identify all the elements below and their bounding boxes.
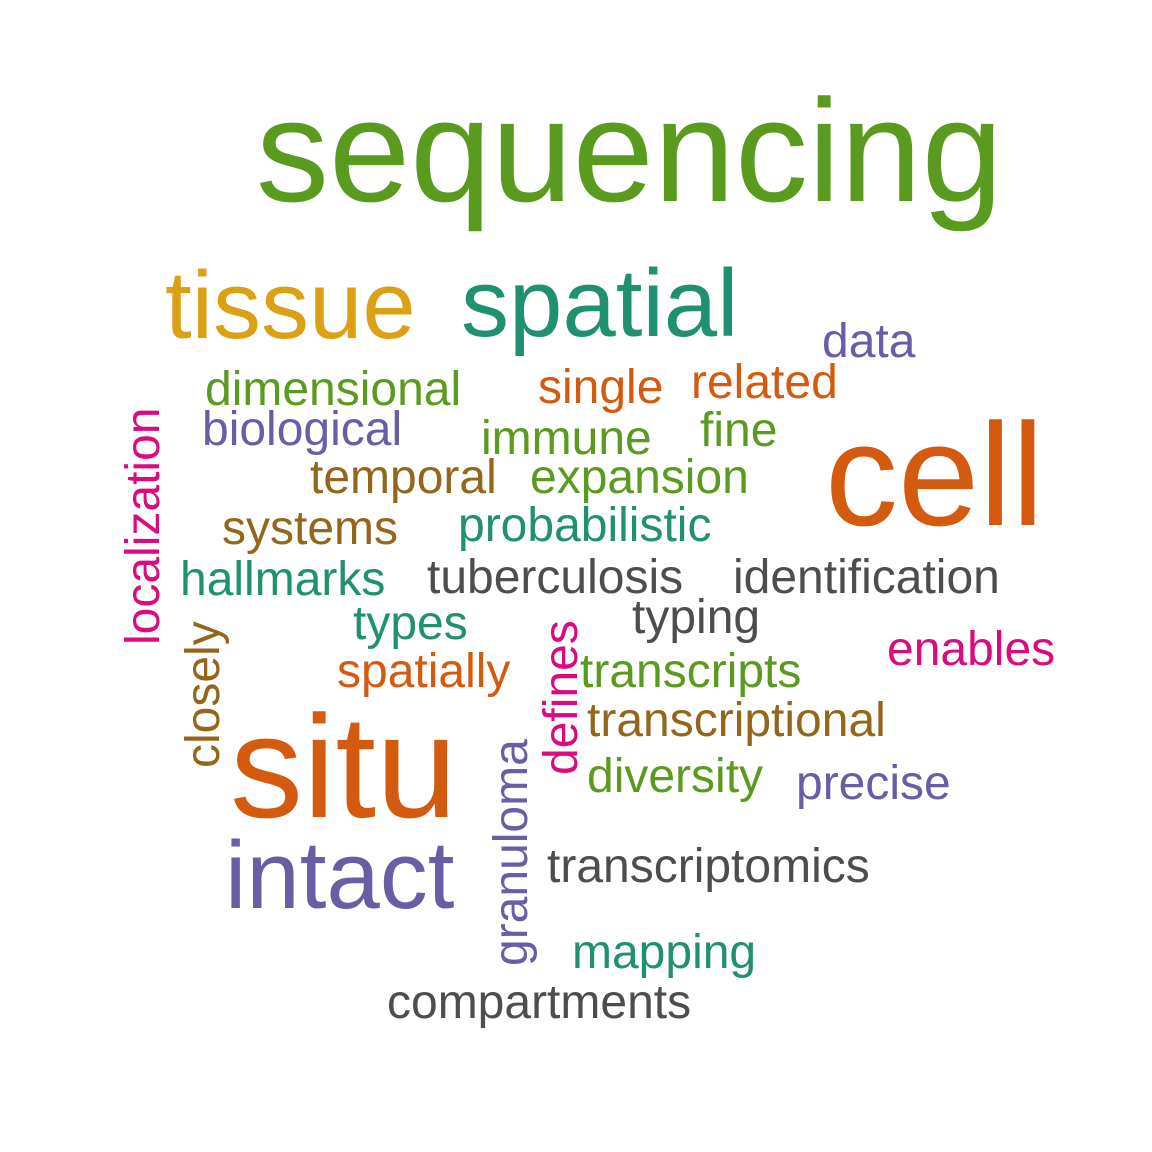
word-precise: precise [796, 757, 951, 810]
word-mapping: mapping [572, 926, 757, 979]
word-granuloma: granuloma [485, 739, 538, 966]
word-situ: situ [230, 685, 458, 848]
word-immune: immune [481, 412, 652, 465]
word-systems: systems [222, 502, 399, 555]
word-transcripts: transcripts [580, 645, 802, 698]
word-diversity: diversity [587, 750, 764, 803]
word-probabilistic: probabilistic [458, 499, 712, 552]
word-fine: fine [700, 404, 778, 457]
word-hallmarks: hallmarks [180, 553, 386, 606]
word-temporal: temporal [310, 451, 497, 504]
word-spatial: spatial [461, 250, 739, 357]
word-compartments: compartments [387, 976, 692, 1029]
word-typing: typing [632, 591, 761, 644]
word-transcriptional: transcriptional [587, 694, 886, 747]
word-single: single [538, 361, 664, 414]
word-tissue: tissue [165, 252, 416, 359]
word-dimensional: dimensional [205, 363, 462, 416]
word-identification: identification [733, 551, 1000, 604]
word-defines: defines [535, 620, 588, 775]
word-enables: enables [887, 623, 1056, 676]
word-types: types [353, 597, 468, 650]
word-related: related [691, 356, 838, 409]
word-tuberculosis: tuberculosis [427, 551, 684, 604]
word-cell: cell [825, 393, 1045, 556]
word-expansion: expansion [530, 451, 749, 504]
word-localization: localization [117, 407, 170, 645]
word-sequencing: sequencing [256, 69, 1003, 232]
word-data: data [822, 315, 916, 368]
word-biological: biological [202, 403, 403, 456]
word-transcriptomics: transcriptomics [547, 840, 870, 893]
word-closely: closely [177, 621, 230, 768]
word-intact: intact [225, 822, 455, 929]
word-spatially: spatially [337, 645, 511, 698]
